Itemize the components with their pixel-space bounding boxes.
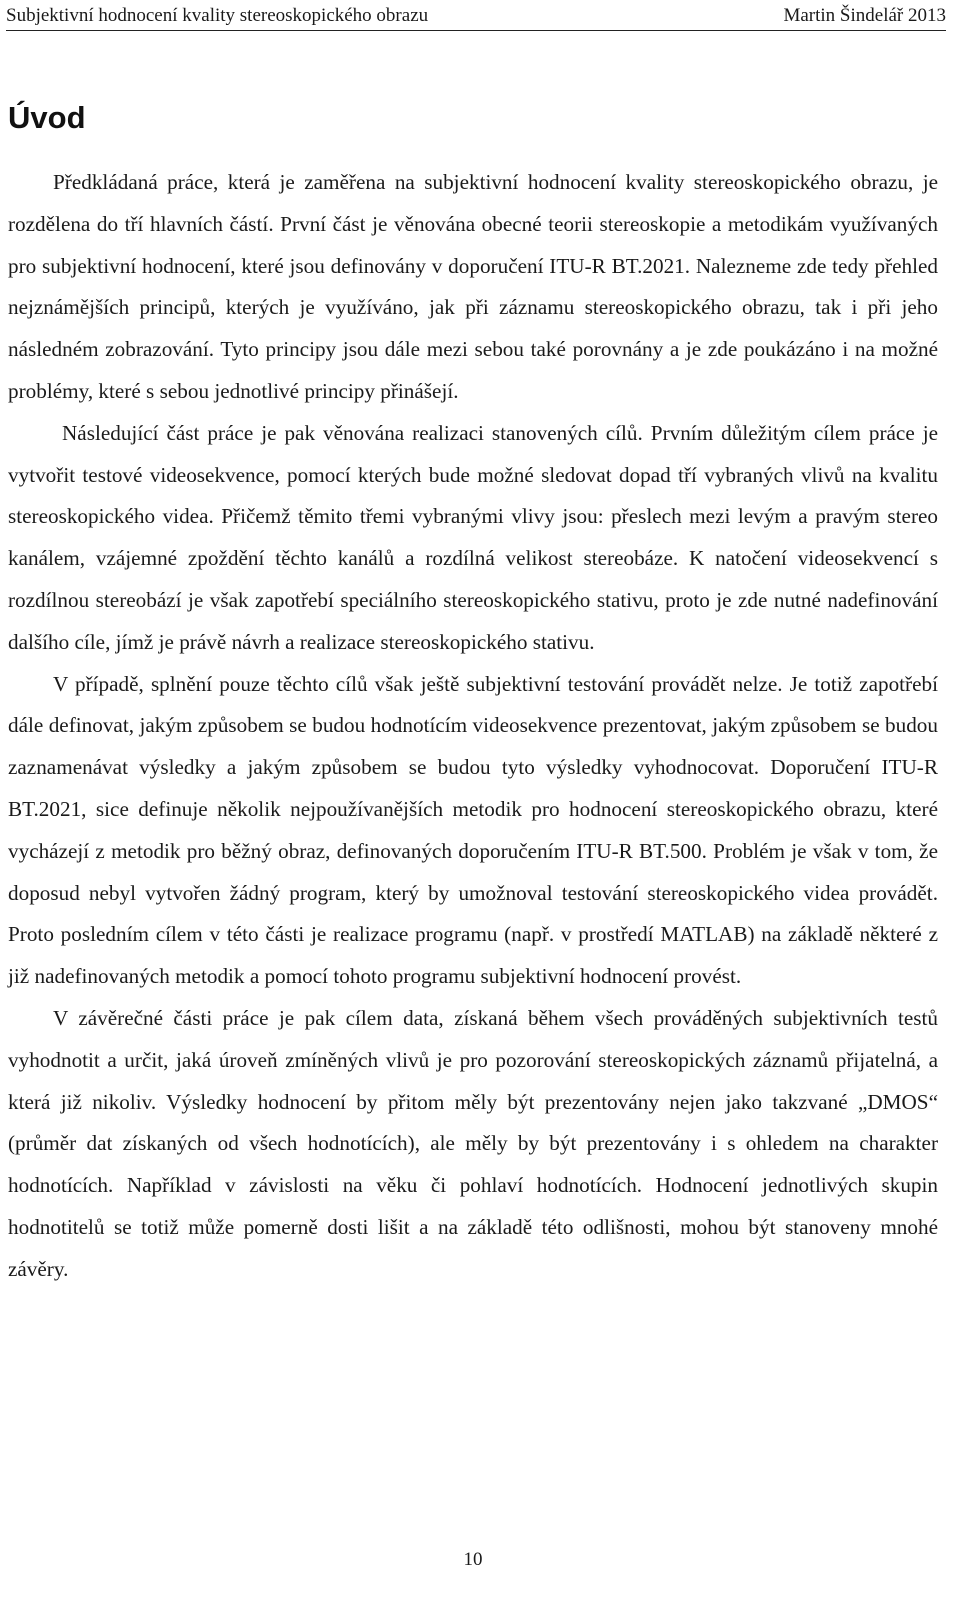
paragraph: V závěrečné části práce je pak cílem data, získaná během všech prováděných subjektivních testů vyhodnotit a určit, jaká úroveň zmíněných vlivů je pro pozorování stereoskopických záznamů přijatelná, a která již nikoliv. Výsledky hodnocení by přitom měly být prezentovány nejen jako takzvané „DMOS“ (průměr dat získaných od všech hodnotících), ale měly by být prezentovány i s ohledem na charakter hodnotících. Například v závislosti na věku či pohlaví hodnotících. Hodnocení jednotlivých skupin hodnotitelů se totiž může pomerně dosti lišit a na základě této odlišnosti, mohou být stanoveny mnohé závěry. bbox=[8, 1005, 938, 1281]
running-header bbox=[6, 4, 946, 31]
paragraph: Následující část práce je pak věnována realizaci stanovených cílů. Prvním důležitým cílem práce je vytvořit testové videosekvence, pomocí kterých bude možné sledovat dopad tří vybraných vlivů na kvalitu stereoskopického videa. Přičemž těmito třemi vybranými vlivy jsou: přeslech mezi levým a pravým stereo kanálem, vzájemné zpoždění těchto kanálů a rozdílná velikost stereobáze. K natočení videosekvencí s rozdílnou stereobází je však zapotřebí speciálního stereoskopického stativu, proto je zde nutné nadefinování dalšího cíle, jímž je právě návrh a realizace stereoskopického stativu. bbox=[8, 420, 938, 654]
section-title: Úvod bbox=[8, 100, 86, 135]
body-text bbox=[8, 162, 938, 1291]
page-number: 10 bbox=[463, 1549, 483, 1570]
header-author-year: Martin Šindelář 2013 bbox=[783, 5, 946, 26]
paragraph: Předkládaná práce, která je zaměřena na subjektivní hodnocení kvality stereoskopického obrazu, je rozdělena do tří hlavních částí. První část je věnována obecné teorii stereoskopie a metodikám využívaných pro subjektivní hodnocení, které jsou definovány v doporučení ITU-R BT.2021. Nalezneme zde tedy přehled nejznámějších principů, kterých je využíváno, jak při záznamu stereoskopického obrazu, tak i při jeho následném zobrazování. Tyto principy jsou dále mezi sebou také porovnány a je zde poukázáno i na možné problémy, které s sebou jednotlivé principy přinášejí. bbox=[8, 170, 938, 403]
paragraph: V případě, splnění pouze těchto cílů však ještě subjektivní testování provádět nelze. Je totiž zapotřebí dále definovat, jakým způsobem se budou hodnotícím videosekvence prezentovat, jakým způsobem se budou zaznamenávat výsledky a jakým způsobem se budou tyto výsledky vyhodnocovat. Doporučení ITU-R BT.2021, sice definuje několik nejpoužívanějších metodik pro hodnocení stereoskopického obrazu, které vycházejí z metodik pro běžný obraz, definovaných doporučením ITU-R BT.500. Problém je však v tom, že doposud nebyl vytvořen žádný program, který by umožnoval testování stereoskopického videa provádět. Proto posledním cílem v této části je realizace programu (např. v prostředí MATLAB) na základě některé z již nadefinovaných metodik a pomocí tohoto programu subjektivní hodnocení provést. bbox=[8, 671, 938, 989]
header-document-title: Subjektivní hodnocení kvality stereoskopického obrazu bbox=[6, 5, 429, 26]
